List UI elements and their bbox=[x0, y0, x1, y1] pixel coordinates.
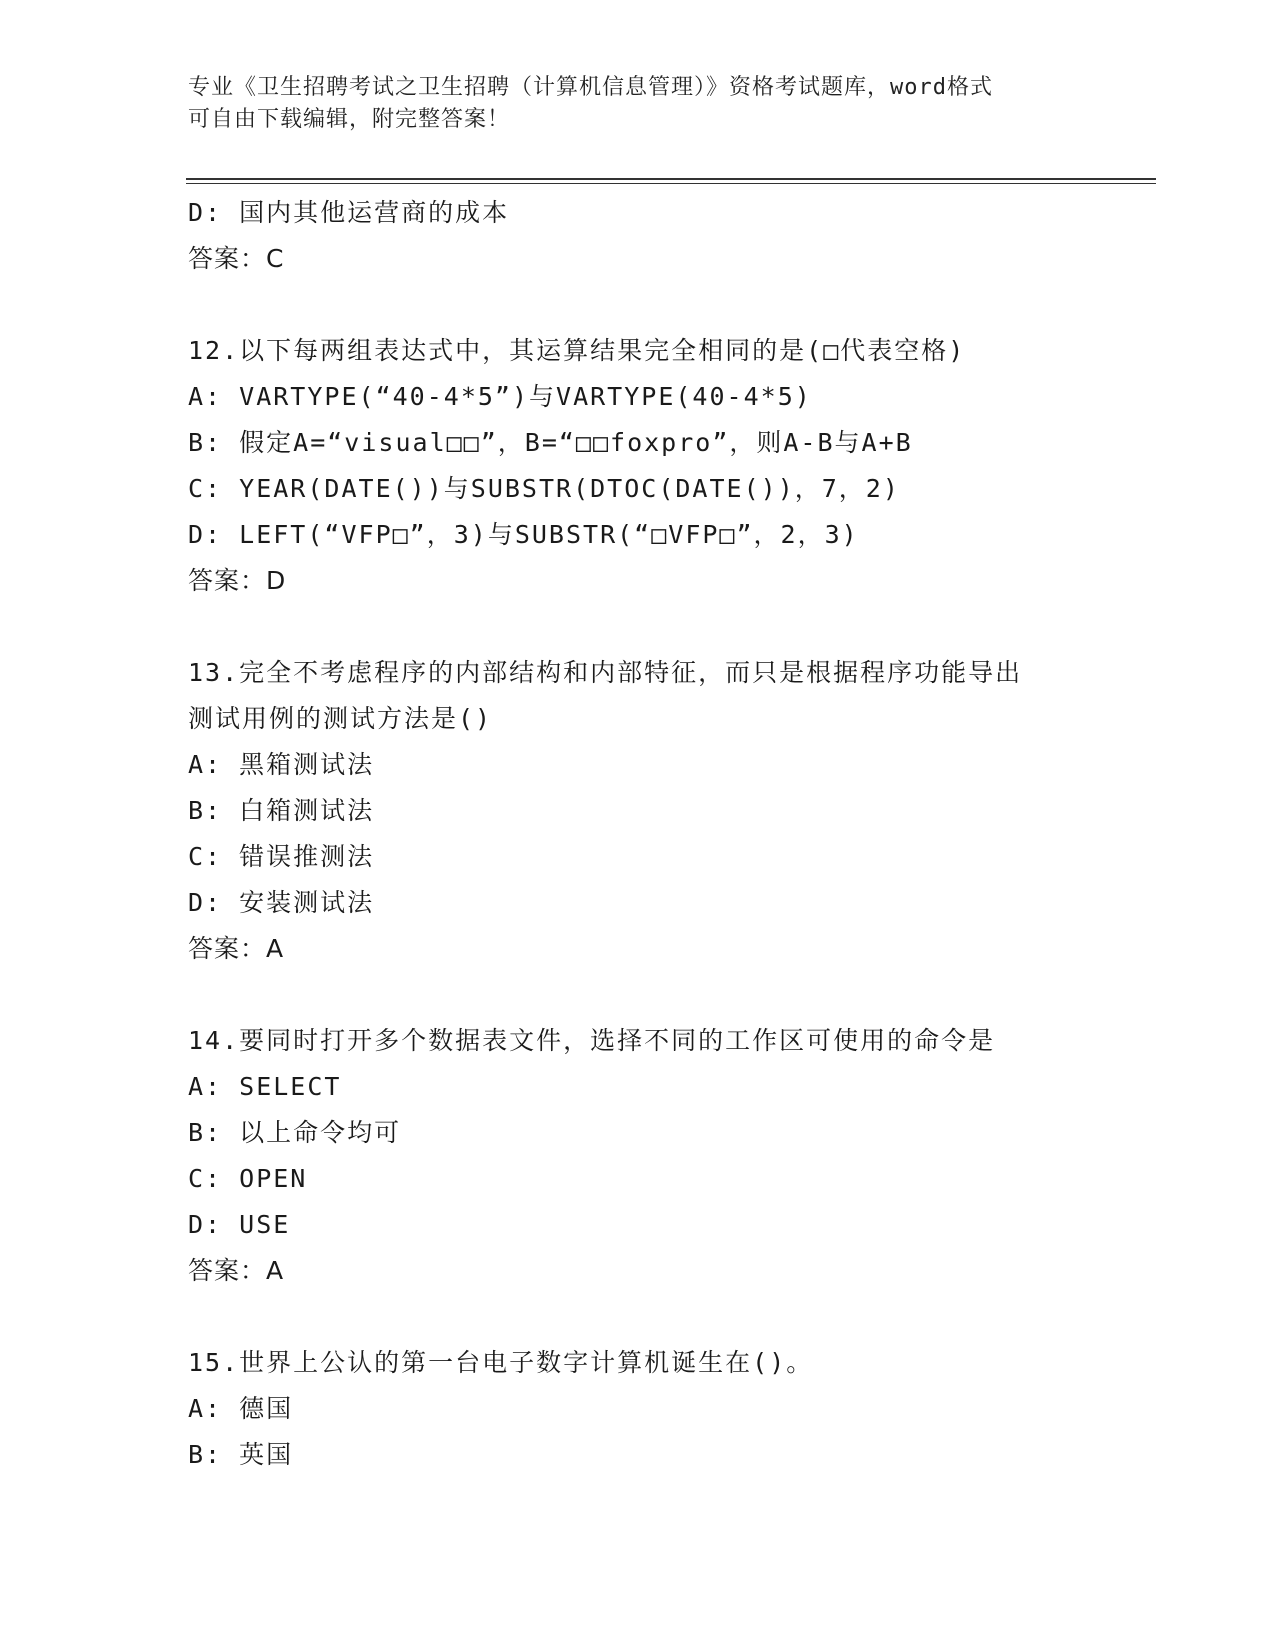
option-d: D: 安装测试法 bbox=[188, 888, 375, 917]
option-c: C: YEAR(DATE())与SUBSTR(DTOC(DATE())，7，2) bbox=[188, 474, 900, 503]
answer-line: 答案：D bbox=[188, 566, 287, 595]
option-b: B: 英国 bbox=[188, 1440, 294, 1469]
option-c: C: 错误推测法 bbox=[188, 842, 375, 871]
header-divider-thick bbox=[186, 178, 1156, 180]
answer-line: 答案：C bbox=[188, 244, 285, 273]
option-b: B: 白箱测试法 bbox=[188, 796, 375, 825]
option-b: B: 假定A=“visual□□”，B=“□□foxpro”，则A-B与A+B bbox=[188, 428, 913, 457]
option-d: D: USE bbox=[188, 1210, 291, 1239]
question-12 bbox=[188, 328, 1148, 604]
spacer bbox=[188, 282, 1148, 328]
header-line-2: 可自由下载编辑，附完整答案！ bbox=[188, 107, 511, 132]
option-a: A: VARTYPE(“40-4*5”)与VARTYPE(40-4*5) bbox=[188, 382, 812, 411]
spacer bbox=[188, 972, 1148, 1018]
question-14 bbox=[188, 1018, 1148, 1294]
question-title-line-1: 13.完全不考虑程序的内部结构和内部特征，而只是根据程序功能导出 bbox=[188, 658, 1023, 687]
option-b: B: 以上命令均可 bbox=[188, 1118, 402, 1147]
question-title: 12.以下每两组表达式中，其运算结果完全相同的是(□代表空格) bbox=[188, 336, 966, 365]
answer-line: 答案：A bbox=[188, 934, 285, 963]
question-title: 14.要同时打开多个数据表文件，选择不同的工作区可使用的命令是 bbox=[188, 1026, 996, 1055]
header-divider-thin bbox=[186, 183, 1156, 184]
option-c: C: OPEN bbox=[188, 1164, 308, 1193]
question-title: 15.世界上公认的第一台电子数字计算机诞生在()。 bbox=[188, 1348, 814, 1377]
option-d: D: LEFT(“VFP□”，3)与SUBSTR(“□VFP□”，2，3) bbox=[188, 520, 859, 549]
question-15 bbox=[188, 1340, 1148, 1478]
spacer bbox=[188, 604, 1148, 650]
question-title-line-2: 测试用例的测试方法是() bbox=[188, 704, 493, 733]
answer-line: 答案：A bbox=[188, 1256, 285, 1285]
question-list bbox=[188, 190, 1148, 1478]
header-line-1: 专业《卫生招聘考试之卫生招聘（计算机信息管理）》资格考试题库，word格式 bbox=[188, 75, 993, 100]
option-a: A: SELECT bbox=[188, 1072, 342, 1101]
option-a: A: 德国 bbox=[188, 1394, 294, 1423]
question-13 bbox=[188, 650, 1148, 972]
document-header bbox=[188, 72, 1068, 136]
option-d: D: 国内其他运营商的成本 bbox=[188, 198, 510, 227]
option-a: A: 黑箱测试法 bbox=[188, 750, 375, 779]
spacer bbox=[188, 1294, 1148, 1340]
